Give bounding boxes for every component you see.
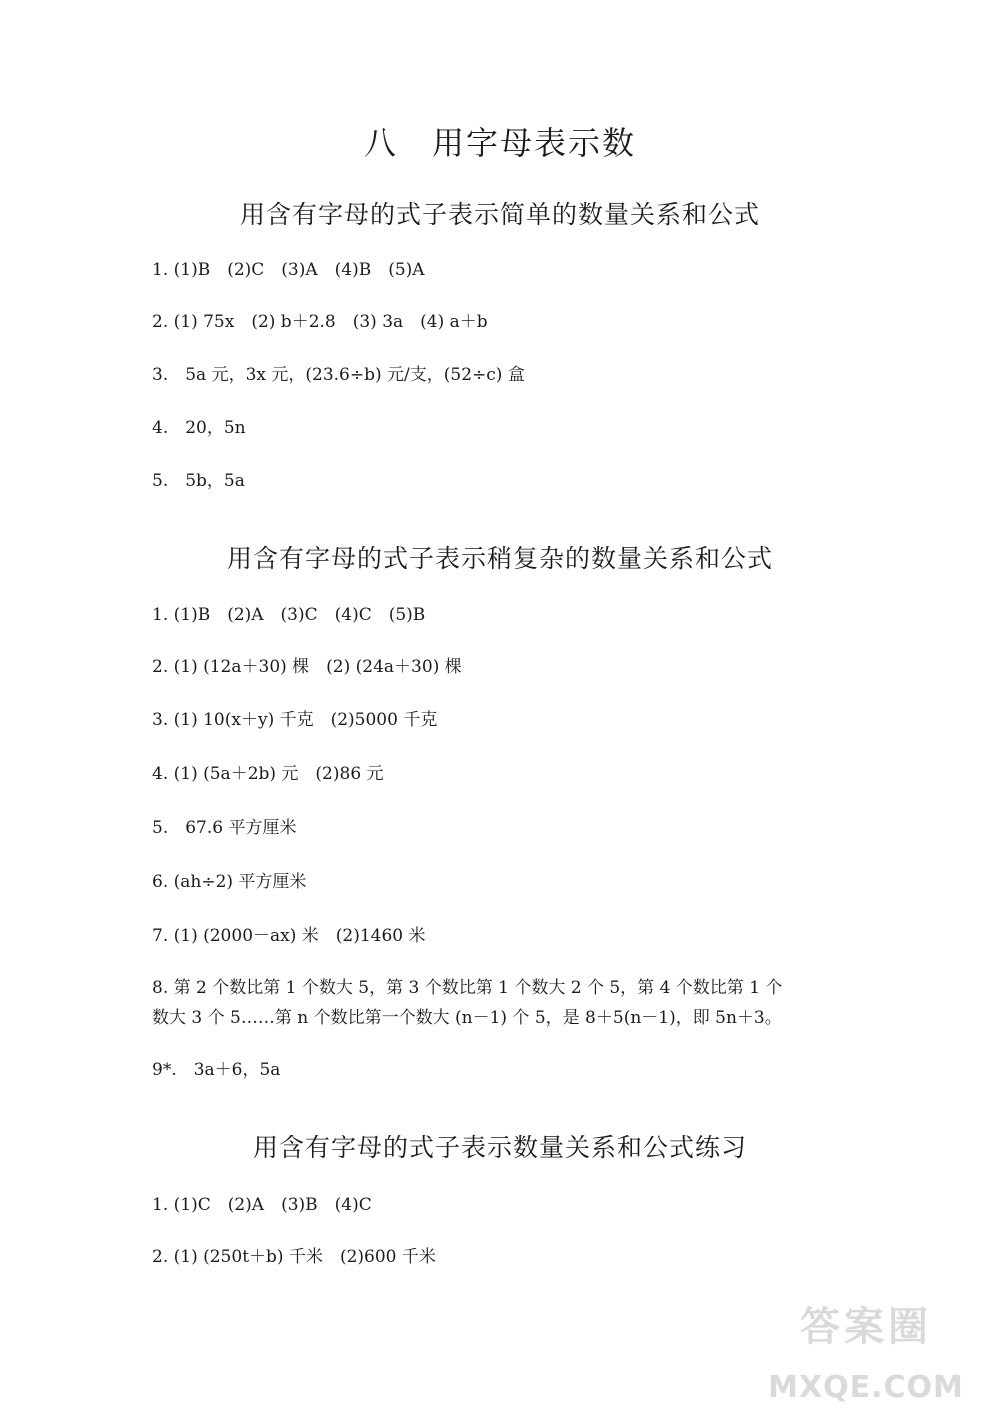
section-title-complex: 用含有字母的式子表示稍复杂的数量关系和公式 (226, 544, 773, 573)
answer-item: 1. (1)C (2)A (3)B (4)C (152, 1195, 372, 1215)
answer-item: 2. (1) 75x (2) b＋2.8 (3) 3a (4) a＋b (152, 312, 488, 332)
answer-item: 2. (1) (12a＋30) 棵 (2) (24a＋30) 棵 (152, 657, 462, 677)
answer-item: 8. 第 2 个数比第 1 个数大 5，第 3 个数比第 1 个数大 2 个 5，第 4 个数比第 1 个 数大 3 个 5……第 n 个数比第一个数大 (n－1) 个 5，是 8＋5(n－1)，即 5n＋3。 (152, 978, 783, 1028)
answer-item: 3. (1) 10(x＋y) 千克 (2)5000 千克 (152, 710, 438, 730)
answer-item: 2. (1) (250t＋b) 千米 (2)600 千米 (152, 1247, 436, 1267)
answer-item: 6. (ah÷2) 平方厘米 (152, 872, 307, 892)
page-title: 八 用字母表示数 (363, 124, 636, 162)
answer-item: 4. 20，5n (152, 418, 246, 438)
section-title-simple: 用含有字母的式子表示简单的数量关系和公式 (239, 200, 760, 229)
answer-item: 5. 5b，5a (152, 471, 245, 491)
answer-item: 3. 5a 元，3x 元，(23.6÷b) 元/支，(52÷c) 盒 (152, 365, 525, 385)
watermark-logo-text: 答案圈 (800, 1304, 932, 1350)
answer-item: 1. (1)B (2)A (3)C (4)C (5)B (152, 605, 426, 625)
watermark-url: MXQE.COM (768, 1370, 964, 1405)
section-title-practice: 用含有字母的式子表示数量关系和公式练习 (252, 1133, 747, 1162)
watermark (746, 1295, 986, 1405)
answer-item: 5. 67.6 平方厘米 (152, 818, 297, 838)
answer-item: 7. (1) (2000－ax) 米 (2)1460 米 (152, 926, 426, 946)
answer-item: 1. (1)B (2)C (3)A (4)B (5)A (152, 260, 425, 280)
answer-item: 9*. 3a＋6，5a (152, 1060, 281, 1080)
answer-item: 4. (1) (5a＋2b) 元 (2)86 元 (152, 764, 384, 784)
